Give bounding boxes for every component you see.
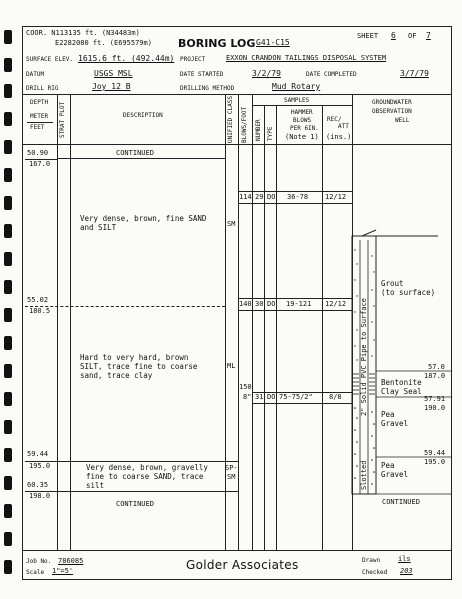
- sample-2-rec: 12/12: [325, 300, 347, 308]
- well-elev-d: 190.0: [424, 404, 446, 412]
- well-elev-e: 59.44: [424, 449, 446, 457]
- sample-3-blows-a: 150: [239, 383, 252, 391]
- type-label: TYPE: [267, 126, 274, 141]
- strat-plot-label: STRAT PLOT: [59, 101, 66, 138]
- blows-foot-label: BLOWS/FOOT: [241, 106, 248, 143]
- sample-2-hammer: 19-121: [286, 300, 312, 308]
- log-title: BORING LOG: [178, 37, 256, 50]
- depth-4-m: 60.35: [27, 481, 49, 489]
- boring-id: G41-C15: [256, 38, 290, 47]
- sample-1-bottom: [238, 203, 352, 204]
- drilling-method-label: DRILLING METHOD: [180, 85, 235, 92]
- col-line-depth: [57, 94, 58, 550]
- surface-elev-label: SURFACE ELEV.: [26, 56, 73, 63]
- depth-unit-divider: [27, 122, 53, 123]
- meters-label: METER: [30, 113, 49, 120]
- of-label: OF: [408, 32, 417, 40]
- samples-label: SAMPLES: [284, 97, 310, 104]
- col-line-blows: [252, 94, 253, 550]
- continued-top: CONTINUED: [116, 149, 154, 157]
- boundary-198: [25, 491, 238, 492]
- sheet-total: 7: [426, 31, 431, 40]
- hammer-label-1: HAMMER: [291, 109, 313, 116]
- date-completed: 3/7/79: [400, 69, 429, 78]
- continued-bottom: CONTINUED: [116, 500, 154, 508]
- drawn-label: Drawn: [362, 557, 381, 564]
- drilling-method: Mud Rotary: [272, 82, 321, 91]
- grout-label: Grout (to surface): [381, 279, 436, 298]
- footer-divider: [22, 550, 452, 551]
- gw-label-2: OBSERVATION: [372, 108, 412, 115]
- sample-1-hammer: 36-78: [287, 193, 309, 201]
- col-line-desc: [225, 94, 226, 550]
- col-line-type: [276, 105, 277, 550]
- header-divider: [22, 94, 452, 95]
- hammer-label-3: PER 6IN.: [290, 125, 319, 132]
- well-continued: CONTINUED: [382, 498, 420, 506]
- drawn-value: ils: [398, 555, 411, 563]
- scale-label: Scale: [26, 569, 45, 576]
- project-label: PROJECT: [180, 56, 206, 63]
- col-line-number: [264, 105, 265, 550]
- well-elev-b: 187.0: [424, 372, 446, 380]
- description-label: DESCRIPTION: [123, 112, 163, 119]
- depth-2-m: 55.02: [27, 296, 49, 304]
- sample-3-rec: 8/8: [329, 393, 342, 401]
- layer-3-class-a: SP-: [225, 464, 238, 472]
- sample-3-blows-b: 8": [243, 393, 252, 401]
- date-completed-label: DATE COMPLETED: [306, 71, 357, 78]
- samples-divider: [252, 105, 352, 106]
- sample-2-bottom: [238, 310, 352, 311]
- depth-label: DEPTH: [30, 99, 49, 106]
- col-line-class: [238, 94, 239, 550]
- surface-elev: 1615.6 ft. (492.44m): [78, 54, 175, 63]
- checked-value: 203: [400, 567, 413, 575]
- att-label: ATT: [338, 123, 349, 130]
- depth-1-ft: 167.0: [29, 160, 51, 168]
- depth-4-ft: 198.0: [29, 492, 51, 500]
- well-elev-a: 57.0: [428, 363, 445, 371]
- sample-1-number: 29: [255, 193, 264, 201]
- sample-1-blows: 114: [239, 193, 252, 201]
- sample-3-number: 31: [255, 393, 264, 401]
- hammer-note: (Note 1): [285, 133, 319, 141]
- company-name: Golder Associates: [186, 558, 299, 572]
- number-label: NUMBER: [255, 119, 262, 141]
- scale-value: 1"=5': [52, 567, 74, 575]
- layer-2-class: ML: [227, 362, 236, 370]
- sample-2-top: [238, 298, 352, 299]
- layer-3-class-b: SM: [227, 473, 236, 481]
- sample-3-type: DO: [267, 393, 276, 401]
- pea-gravel-1-label: Pea Gravel: [381, 410, 409, 429]
- sample-2-blows: 140: [239, 300, 252, 308]
- sample-3-hammer: 75-75/2": [279, 393, 313, 401]
- hammer-label-2: BLOWS: [293, 117, 312, 124]
- project-name: EXXON CRANDON TAILINGS DISPOSAL SYSTEM: [226, 54, 387, 62]
- col-line-strat: [70, 94, 71, 550]
- ins-label: (ins.): [326, 133, 352, 141]
- well-elev-f: 195.0: [424, 458, 446, 466]
- sample-2-number: 30: [255, 300, 264, 308]
- col-line-hammer: [322, 105, 323, 550]
- column-header-divider: [22, 144, 452, 145]
- boundary-167: [57, 158, 225, 159]
- sample-1-type: DO: [267, 193, 276, 201]
- coord-line-1: COOR. N113135 ft. (N34483m): [26, 29, 140, 37]
- drill-rig-label: DRILL RIG: [26, 85, 59, 92]
- sample-1-top: [238, 191, 352, 192]
- slotted-label: Slotted: [360, 460, 368, 490]
- layer-2-description: Hard to very hard, brown SILT, trace fine to coarse sand, trace clay: [80, 353, 198, 381]
- depth-3-m: 59.44: [27, 450, 49, 458]
- coord-line-2: E2282080 ft. (E695579m): [55, 39, 152, 47]
- layer-1-class: SM: [227, 220, 236, 228]
- sample-2-type: DO: [267, 300, 276, 308]
- sheet-label: SHEET: [357, 32, 379, 40]
- boundary-195: [25, 461, 238, 462]
- depth-2-ft: 180.5: [29, 307, 51, 315]
- depth-1-m: 50.90: [27, 149, 49, 157]
- pea-gravel-2-label: Pea Gravel: [381, 461, 409, 480]
- datum-value: USGS MSL: [94, 69, 133, 78]
- layer-3-description: Very dense, brown, gravelly fine to coarse SAND, trace silt: [86, 463, 208, 491]
- boundary-180-5: [25, 306, 225, 307]
- depth-3-ft: 195.0: [29, 462, 51, 470]
- col-line-rec: [352, 94, 353, 550]
- checked-label: Checked: [362, 569, 388, 576]
- date-started-label: DATE STARTED: [180, 71, 224, 78]
- unified-class-label: UNIFIED CLASS: [227, 96, 234, 143]
- layer-1-description: Very dense, brown, fine SAND and SILT: [80, 214, 207, 233]
- datum-label: DATUM: [26, 71, 45, 78]
- job-number: 786085: [58, 557, 84, 565]
- drill-rig: Joy 12 B: [92, 82, 131, 91]
- pipe-label: 2" Solid PVC Pipe to Surface: [360, 297, 368, 416]
- well-elev-c: 57.91: [424, 395, 446, 403]
- gw-label-1: GROUNDWATER: [372, 99, 412, 106]
- sample-3-bottom: [252, 403, 352, 404]
- gw-label-3: WELL: [395, 117, 410, 124]
- bentonite-label: Bentonite Clay Seal: [381, 378, 422, 397]
- rec-label: REC/: [327, 116, 342, 123]
- feet-label: FEET: [30, 124, 45, 131]
- sample-1-rec: 12/12: [325, 193, 347, 201]
- sheet-number: 6: [391, 31, 396, 40]
- job-label: Job No.: [26, 558, 52, 565]
- date-started: 3/2/79: [252, 69, 281, 78]
